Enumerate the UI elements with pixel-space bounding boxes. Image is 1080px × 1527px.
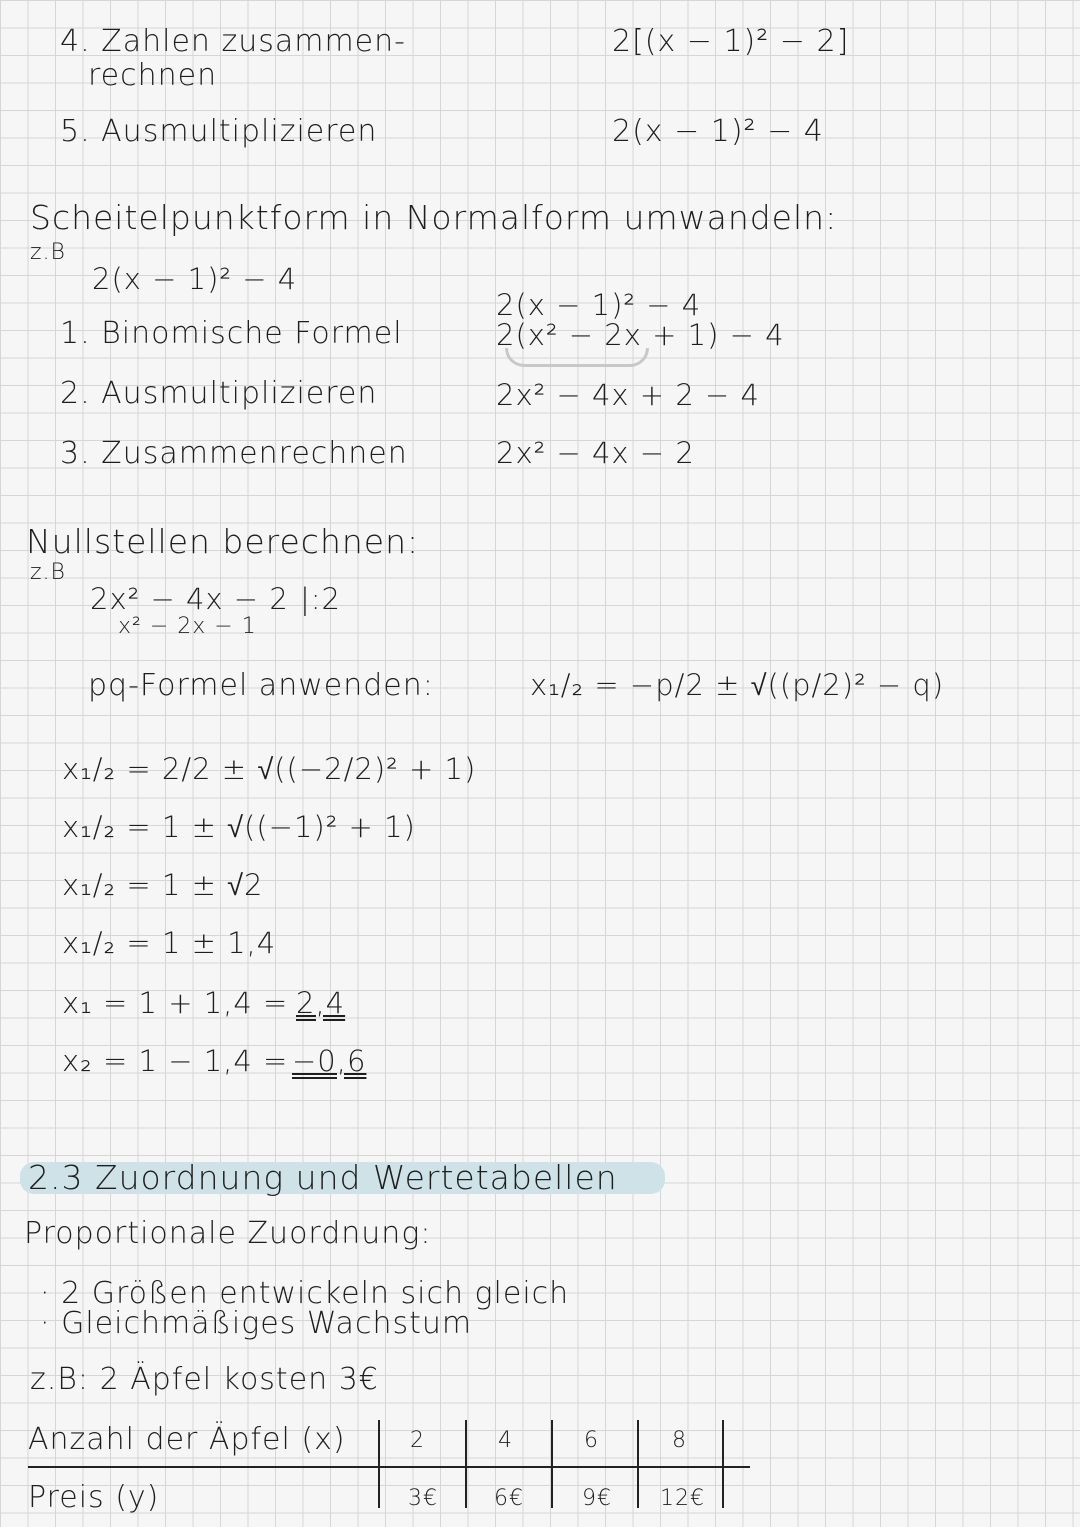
x1-result: 2,4 (296, 986, 346, 1020)
multiply-arrow-icon (505, 348, 649, 367)
step-label: 1. Binomische Formel (60, 316, 403, 351)
row-header-y: Preis (y) (28, 1480, 160, 1515)
x1-line: x₁ = 1 + 1,4 = (62, 986, 289, 1020)
pq-formula: x₁/₂ = −p/2 ± √((p/2)² − q) (530, 668, 945, 702)
step-4-label: 4. Zahlen zusammen- (60, 24, 406, 59)
table-cell: 6€ (494, 1486, 524, 1511)
bullet-item: · 2 Größen entwickeln sich gleich (40, 1276, 570, 1311)
step-label: 3. Zusammenrechnen (60, 436, 408, 471)
step-expr: 2(x² − 2x + 1) − 4 (496, 318, 785, 352)
step-label: 2. Ausmultiplizieren (60, 376, 378, 411)
bullet-text: Gleichmäßiges Wachstum (61, 1306, 473, 1341)
bullet-item: · Gleichmäßiges Wachstum (40, 1306, 473, 1341)
step-5-label: 5. Ausmultiplizieren (60, 114, 378, 149)
table-divider (722, 1420, 724, 1508)
table-cell: 8 (672, 1428, 687, 1453)
table-cell: 12€ (660, 1486, 705, 1511)
table-cell: 6 (584, 1428, 599, 1453)
x2-result: −0,6 (292, 1044, 367, 1078)
x2-line: x₂ = 1 − 1,4 = (62, 1044, 289, 1078)
example-label: z.B (30, 560, 66, 585)
pq-label: pq-Formel anwenden: (88, 668, 434, 703)
table-cell: 2 (410, 1428, 425, 1453)
table-divider (465, 1420, 467, 1508)
table-cell: 3€ (408, 1486, 438, 1511)
section-title-zuordnung: 2.3 Zuordnung und Wertetabellen (28, 1158, 618, 1197)
calc-line: x₁/₂ = 1 ± √2 (62, 868, 264, 902)
section-title-normalform: Scheitelpunktform in Normalform umwandeln: (30, 198, 838, 237)
step-4-expr: 2[(x − 1)² − 2] (612, 24, 850, 59)
row-header-x: Anzahl der Äpfel (x) (28, 1422, 346, 1457)
step-expr: 2x² − 4x + 2 − 4 (496, 378, 760, 412)
calc-line: x₁/₂ = 1 ± √((−1)² + 1) (62, 810, 416, 844)
table-cell: 9€ (582, 1486, 612, 1511)
calc-line: x₁/₂ = 1 ± 1,4 (62, 926, 277, 960)
equation-1: 2x² − 4x − 2 (90, 582, 289, 616)
table-cell: 4 (498, 1428, 513, 1453)
example-text: z.B: 2 Äpfel kosten 3€ (30, 1362, 379, 1397)
table-divider (551, 1420, 553, 1508)
step-5-expr: 2(x − 1)² − 4 (612, 114, 824, 149)
table-divider (28, 1466, 750, 1468)
bullet-text: 2 Größen entwickeln sich gleich (61, 1276, 570, 1311)
table-divider (637, 1420, 639, 1508)
table-divider (378, 1420, 380, 1508)
step-expr: 2x² − 4x − 2 (496, 436, 695, 470)
step-4-label-cont: rechnen (88, 58, 218, 93)
equation-2: x² − 2x − 1 (118, 614, 257, 639)
example-expr: 2(x − 1)² − 4 (92, 262, 298, 296)
section-title-nullstellen: Nullstellen berechnen: (26, 522, 420, 561)
subtitle: Proportionale Zuordnung: (24, 1216, 432, 1251)
calc-line: x₁/₂ = 2/2 ± √((−2/2)² + 1) (62, 752, 477, 786)
start-expr: 2(x − 1)² − 4 (496, 288, 702, 322)
divide-note: |:2 (300, 582, 341, 616)
example-label: z.B (30, 240, 66, 265)
